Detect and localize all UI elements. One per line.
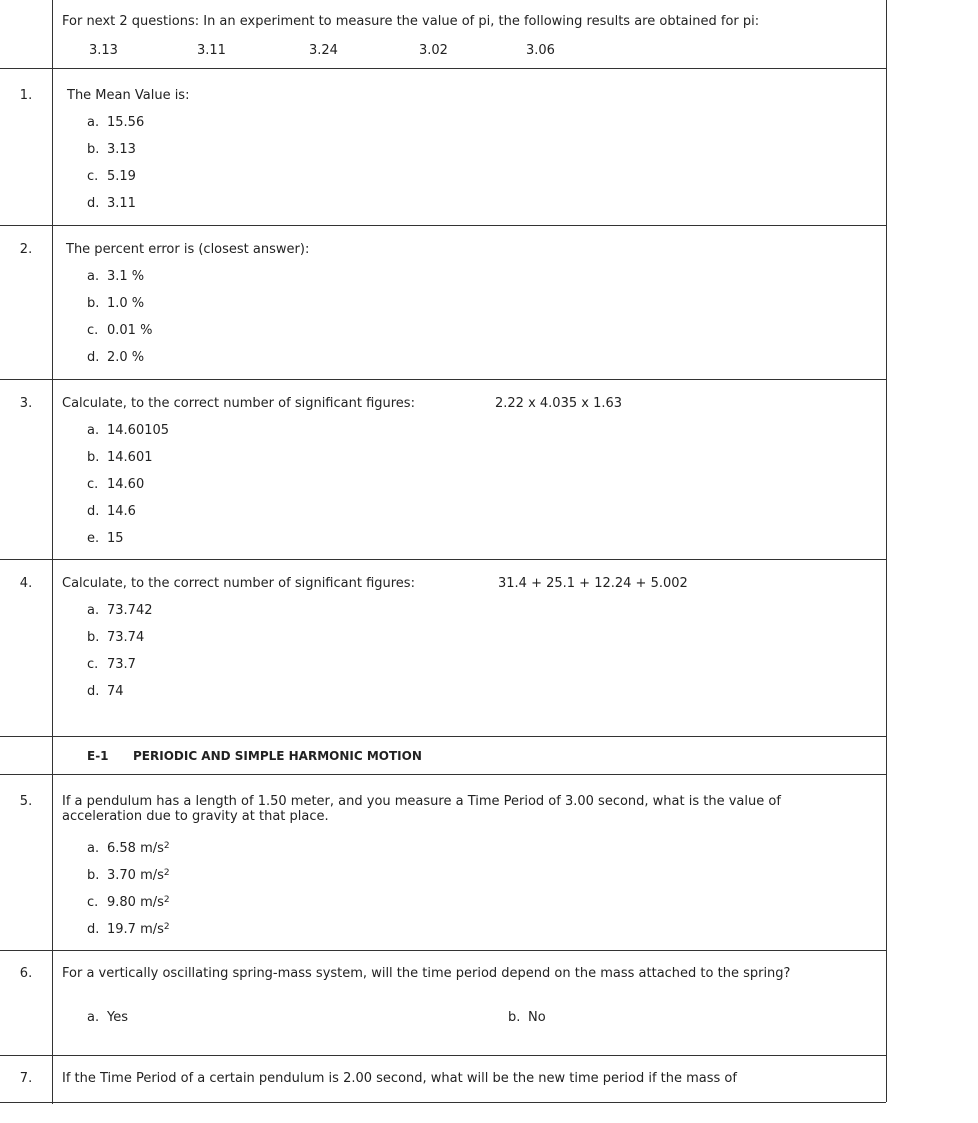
question-row <box>0 951 886 1056</box>
unit-exponent: 2 <box>163 922 170 932</box>
option-letter: a. <box>87 603 100 618</box>
option-value: 14.601 <box>107 450 153 465</box>
option-letter: b. <box>87 630 100 645</box>
option-value: 6.58 <box>107 841 136 856</box>
answer-option <box>87 1010 128 1025</box>
option-letter: a. <box>87 841 100 856</box>
option-value: 3.13 <box>107 142 136 157</box>
question-text: If the Time Period of a certain pendulum is 2.00 second, what will be the new time period if the mass of <box>62 1071 737 1086</box>
option-letter: b. <box>87 142 100 157</box>
question-row <box>0 69 886 226</box>
pi-value-2: 3.11 <box>197 43 226 58</box>
question-row <box>0 226 886 380</box>
option-letter: d. <box>87 504 100 519</box>
question-text: For a vertically oscillating spring-mass system, will the time period depend on the mass attached to the spring? <box>62 966 791 981</box>
answer-option <box>87 196 136 211</box>
option-letter: c. <box>87 895 99 910</box>
answer-option <box>87 477 144 492</box>
answer-option <box>87 657 136 672</box>
pi-value-5: 3.06 <box>526 43 555 58</box>
option-value: 14.6 <box>107 504 136 519</box>
answer-option <box>87 603 153 618</box>
question-number: 7. <box>19 1071 33 1086</box>
answer-option <box>508 1010 546 1025</box>
option-value: 19.7 <box>107 922 136 937</box>
answer-option <box>87 296 144 311</box>
expression: 2.22 x 4.035 x 1.63 <box>495 396 623 411</box>
question-row <box>0 560 886 737</box>
question-number: 1. <box>19 88 33 103</box>
option-value: 9.80 <box>107 895 136 910</box>
question-row <box>0 1056 886 1103</box>
option-letter: b. <box>508 1010 521 1025</box>
unit: m/s <box>140 895 164 910</box>
option-letter: d. <box>87 350 100 365</box>
option-letter: e. <box>87 531 100 546</box>
answer-option <box>87 450 153 465</box>
question-text: Calculate, to the correct number of significant figures: <box>62 576 415 591</box>
question-text: The percent error is (closest answer): <box>66 242 310 257</box>
unit-exponent: 2 <box>163 841 170 851</box>
answer-option <box>87 423 169 438</box>
option-value: 14.60 <box>107 477 145 492</box>
pi-value-4: 3.02 <box>419 43 448 58</box>
unit-exponent: 2 <box>163 868 170 878</box>
unit-exponent: 2 <box>163 895 170 905</box>
answer-option <box>87 841 170 856</box>
option-value: 73.74 <box>107 630 145 645</box>
option-value: Yes <box>107 1010 128 1025</box>
option-value: 5.19 <box>107 169 136 184</box>
option-letter: a. <box>87 269 100 284</box>
unit: m/s <box>140 922 164 937</box>
expression: 31.4 + 25.1 + 12.24 + 5.002 <box>498 576 688 591</box>
section-code: E-1 <box>87 749 109 763</box>
answer-option <box>87 630 144 645</box>
option-letter: d. <box>87 196 100 211</box>
intro-text: For next 2 questions: In an experiment to measure the value of pi, the following results are obtained for pi: <box>62 14 760 29</box>
answer-option <box>87 684 124 699</box>
question-row <box>0 775 886 951</box>
option-value: 3.70 <box>107 868 136 883</box>
option-letter: b. <box>87 868 100 883</box>
question-number: 6. <box>19 966 33 981</box>
option-letter: c. <box>87 477 99 492</box>
question-number: 3. <box>19 396 33 411</box>
option-letter: b. <box>87 450 100 465</box>
option-letter: c. <box>87 323 99 338</box>
option-value: 14.60105 <box>107 423 170 438</box>
option-value: 2.0 % <box>107 350 145 365</box>
question-text: Calculate, to the correct number of significant figures: <box>62 396 415 411</box>
answer-option <box>87 142 136 157</box>
option-value: 73.742 <box>107 603 153 618</box>
question-number: 2. <box>19 242 33 257</box>
option-letter: d. <box>87 684 100 699</box>
option-letter: c. <box>87 657 99 672</box>
answer-option <box>87 504 136 519</box>
option-letter: a. <box>87 115 100 130</box>
option-letter: d. <box>87 922 100 937</box>
answer-option <box>87 922 170 937</box>
option-letter: b. <box>87 296 100 311</box>
option-value: 73.7 <box>107 657 136 672</box>
answer-option <box>87 350 144 365</box>
option-letter: a. <box>87 423 100 438</box>
answer-option <box>87 531 124 546</box>
option-value: 1.0 % <box>107 296 145 311</box>
answer-option <box>87 169 136 184</box>
question-number: 4. <box>19 576 33 591</box>
option-value: 3.11 <box>107 196 136 211</box>
right-border <box>886 0 887 1102</box>
option-value: 0.01 % <box>107 323 153 338</box>
question-number: 5. <box>19 794 33 809</box>
option-letter: a. <box>87 1010 100 1025</box>
answer-option <box>87 868 170 883</box>
answer-option <box>87 115 144 130</box>
option-value: 74 <box>107 684 124 699</box>
answer-option <box>87 269 144 284</box>
question-row <box>0 380 886 560</box>
section-title: PERIODIC AND SIMPLE HARMONIC MOTION <box>133 749 422 763</box>
question-text: If a pendulum has a length of 1.50 meter, and you measure a Time Period of 3.00 second, what is the value of acceleration due to gravity at that place. <box>62 794 781 824</box>
pi-value-3: 3.24 <box>309 43 338 58</box>
option-value: No <box>528 1010 546 1025</box>
section-header-row <box>0 737 886 775</box>
option-letter: c. <box>87 169 99 184</box>
unit: m/s <box>140 868 164 883</box>
pi-value-1: 3.13 <box>89 43 118 58</box>
unit: m/s <box>140 841 164 856</box>
answer-option <box>87 323 152 338</box>
answer-option <box>87 895 170 910</box>
question-text: The Mean Value is: <box>67 88 190 103</box>
option-value: 3.1 % <box>107 269 145 284</box>
option-value: 15 <box>107 531 124 546</box>
option-value: 15.56 <box>107 115 145 130</box>
intro-row <box>0 0 886 69</box>
